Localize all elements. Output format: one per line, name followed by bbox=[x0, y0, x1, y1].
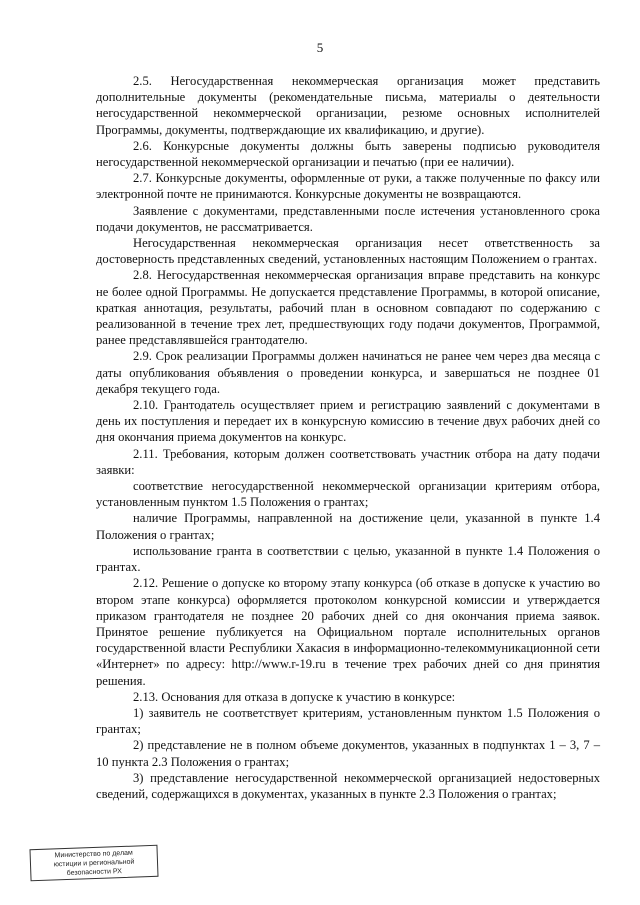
refusal-reason-2: 2) представление не в полном объеме документов, указанных в подпунктах 1 – 3, 7 – 10 пункта 2.3 Положения о грантах; bbox=[96, 738, 600, 769]
paragraph-2-6: 2.6. Конкурсные документы должны быть заверены подписью руководителя негосударственной некоммерческой организации и печатью (при ее наличии). bbox=[96, 138, 600, 170]
paragraph-2-7: 2.7. Конкурсные документы, оформленные от руки, а также полученные по факсу или электронной почте не принимаются. Конкурсные документы не возвращаются. bbox=[96, 171, 600, 202]
paragraph-responsibility: Негосударственная некоммерческая организация несет ответственность за достоверность представленных сведений, установленных настоящим Положением о грантах. bbox=[96, 236, 600, 267]
refusal-reason-1: 1) заявитель не соответствует критериям, установленным пунктом 1.5 Положения о грантах; bbox=[96, 705, 600, 737]
page-number: 5 bbox=[316, 40, 324, 55]
stamp-line: юстиции и региональной bbox=[53, 858, 135, 869]
paragraph-late-applications: Заявление с документами, представленными после истечения установленного срока подачи документов, не рассматривается. bbox=[96, 203, 600, 234]
stamp-line: безопасности РХ bbox=[66, 868, 123, 877]
requirement-grant-use: использование гранта в соответствии с целью, указанной в пункте 1.4 Положения о грантах. bbox=[96, 543, 600, 575]
paragraph-2-5: 2.5. Негосударственная некоммерческая организация может представить дополнительные документы (рекомендательные письма, материалы о деятельности негосударственной некоммерческой организации, резюме основных исполнителей Программы, документы, подтверждающие их квалификацию, и другие). bbox=[96, 74, 600, 137]
paragraph-2-11: 2.11. Требования, которым должен соответствовать участник отбора на дату подачи заявки: bbox=[96, 446, 600, 477]
requirement-criteria: соответствие негосударственной некоммерческой организации критериям отбора, установленным пунктом 1.5 Положения о грантах; bbox=[96, 479, 600, 510]
refusal-reason-3: 3) представление негосударственной некоммерческой организацией недостоверных сведений, содержащихся в документах, указанных в пункте 2.3 Положения о грантах; bbox=[96, 770, 600, 801]
paragraph-2-12: 2.12. Решение о допуске ко второму этапу конкурса (об отказе в допуске к участию во втором этапе конкурса) оформляется протоколом конкурсной комиссии и утверждается приказом грантодателя не позднее 20 рабочих дней со дня окончания приема заявок. Принятое решение публикуется на Официальном портале исполнительных органов государственной власти Республики Хакасия в информационно-телекоммуникационной сети «Интернет» по адресу: http://www.r-19.ru в течение трех рабочих дней со дня принятия решения. bbox=[96, 576, 600, 688]
requirement-program: наличие Программы, направленной на достижение цели, указанной в пункте 1.4 Положения о грантах; bbox=[96, 511, 600, 542]
paragraph-2-8: 2.8. Негосударственная некоммерческая организация вправе представить на конкурс не более одной Программы. Не допускается представление Программы, в которой описание, краткая аннотация, результаты, рабочий план в основном совпадают по содержанию с реализованной в течение трех лет, предшествующих году подачи документов, Программой, ранее представлявшейся грантодателю. bbox=[96, 268, 600, 348]
paragraph-2-13: 2.13. Основания для отказа в допуске к участию в конкурсе: bbox=[133, 689, 456, 704]
document-body bbox=[96, 73, 600, 802]
stamp-line: Министерство по делам bbox=[54, 849, 133, 860]
paragraph-2-10: 2.10. Грантодатель осуществляет прием и регистрацию заявлений с документами в день их поступления и передает их в конкурсную комиссию в течение двух рабочих дней со дня окончания приема документов на конкурс. bbox=[96, 398, 600, 445]
paragraph-2-9: 2.9. Срок реализации Программы должен начинаться не ранее чем через два месяца с даты опубликования объявления о проведении конкурса, и завершаться не позднее 01 декабря текущего года. bbox=[96, 349, 600, 396]
ministry-stamp bbox=[29, 845, 158, 881]
